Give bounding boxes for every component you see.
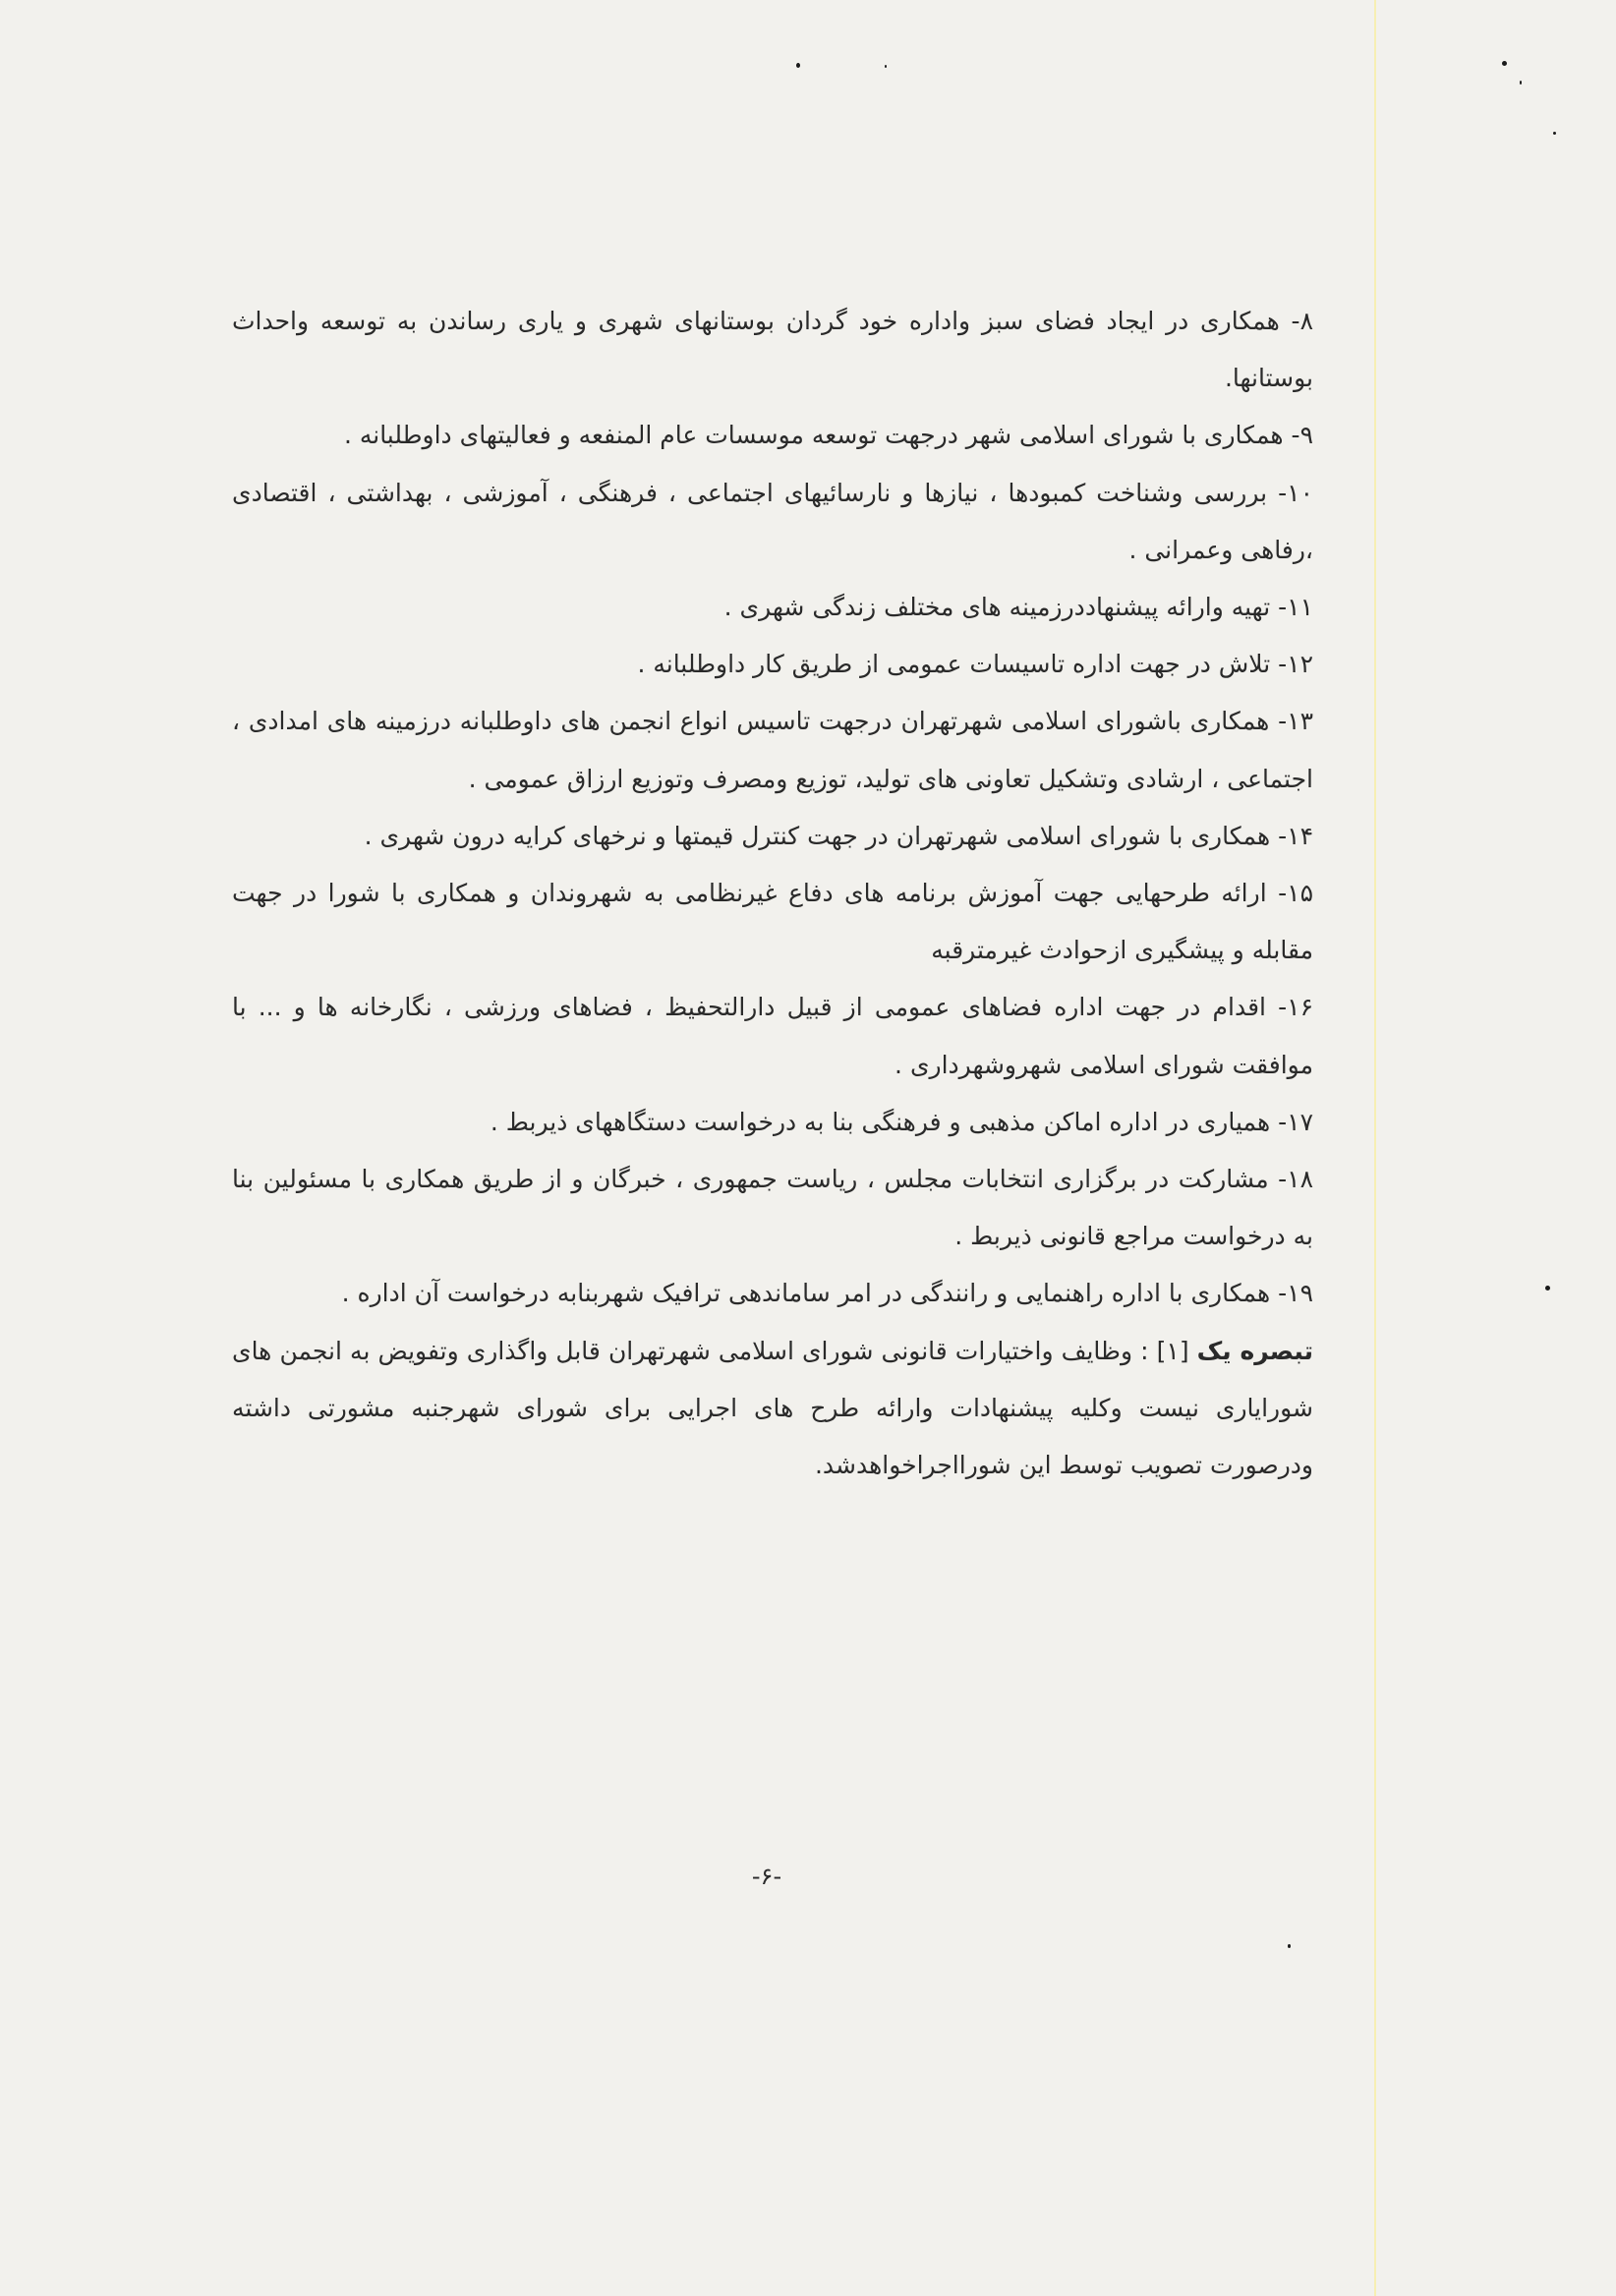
list-item: ۱۲- تلاش در جهت اداره تاسیسات عمومی از طریق کار داوطلبانه .: [637, 650, 1313, 679]
list-item: ۹- همکاری با شورای اسلامی شهر درجهت توسعه موسسات عام المنفعه و فعالیتهای داوطلبانه .: [343, 421, 1313, 450]
scan-speck: [1502, 61, 1507, 66]
note-label: تبصره یک: [1196, 1336, 1314, 1365]
scan-speck: [1545, 1286, 1550, 1291]
list-item: ۱۳- همکاری باشورای اسلامی شهرتهران درجهت تاسیس انواع انجمن های داوطلبانه درزمینه های امدادی ، اجتماعی ، ارشادی وتشکیل تعاونی های تولید، توزیع ومصرف وتوزیع ارزاق عمومی .: [232, 707, 1313, 793]
document-body: [232, 293, 1313, 1494]
list-item: ۱۹- همکاری با اداره راهنمایی و رانندگی در امر ساماندهی ترافیک شهربنابه درخواست آن اداره .: [341, 1279, 1313, 1308]
note-text: : وظایف واختیارات قانونی شورای اسلامی شهرتهران قابل واگذاری وتفویض به انجمن های شورایاری نیست وکلیه پیشنهادات وارائه طرح های اجرایی برای شورای شهرجنبه مشورتی داشته ودرصورت تصویب توسط این شورااجراخواهدشد.: [232, 1336, 1313, 1480]
list-item: ۱۱- تهیه وارائه پیشنهاددرزمینه های مختلف زندگی شهری .: [723, 593, 1313, 622]
list-item: ۱۴- همکاری با شورای اسلامی شهرتهران در جهت کنترل قیمتها و نرخهای کرایه درون شهری .: [364, 821, 1313, 850]
page-fold-line: [1374, 0, 1376, 2296]
list-item: ۱۰- بررسی وشناخت کمبودها ، نیازها و نارسائیهای اجتماعی ، فرهنگی ، آموزشی ، بهداشتی ، اقتصادی ،رفاهی وعمرانی .: [232, 478, 1313, 564]
list-item: ۱۸- مشارکت در برگزاری انتخابات مجلس ، ریاست جمهوری ، خبرگان و از طریق همکاری با مسئولین بنا به درخواست مراجع قانونی ذیربط .: [232, 1165, 1313, 1251]
list-item: ۱۵- ارائه طرحهایی جهت آموزش برنامه های دفاع غیرنظامی به شهروندان و همکاری با شورا در جهت مقابله و پیشگیری ازحوادث غیرمترقبه: [232, 879, 1313, 965]
list-item: ۸- همکاری در ایجاد فضای سبز واداره خود گردان بوستانهای شهری و یاری رساندن به توسعه واحداث بوستانها.: [232, 307, 1313, 393]
scan-speck: [885, 65, 887, 68]
scan-speck: [1288, 1944, 1291, 1948]
scan-speck: [1520, 81, 1522, 85]
note-reference: [۱]: [1156, 1336, 1189, 1365]
scan-speck: [796, 63, 800, 68]
list-item: ۱۷- همیاری در اداره اماکن مذهبی و فرهنگی بنا به درخواست دستگاههای ذیربط .: [490, 1107, 1313, 1136]
page-number: -۶-: [751, 1863, 782, 1890]
scan-speck: [1553, 132, 1556, 135]
note-paragraph: [232, 1323, 1313, 1495]
list-item: ۱۶- اقدام در جهت اداره فضاهای عمومی از قبیل دارالتحفیظ ، فضاهای ورزشی ، نگارخانه ها و ... با موافقت شورای اسلامی شهروشهرداری .: [232, 993, 1313, 1079]
